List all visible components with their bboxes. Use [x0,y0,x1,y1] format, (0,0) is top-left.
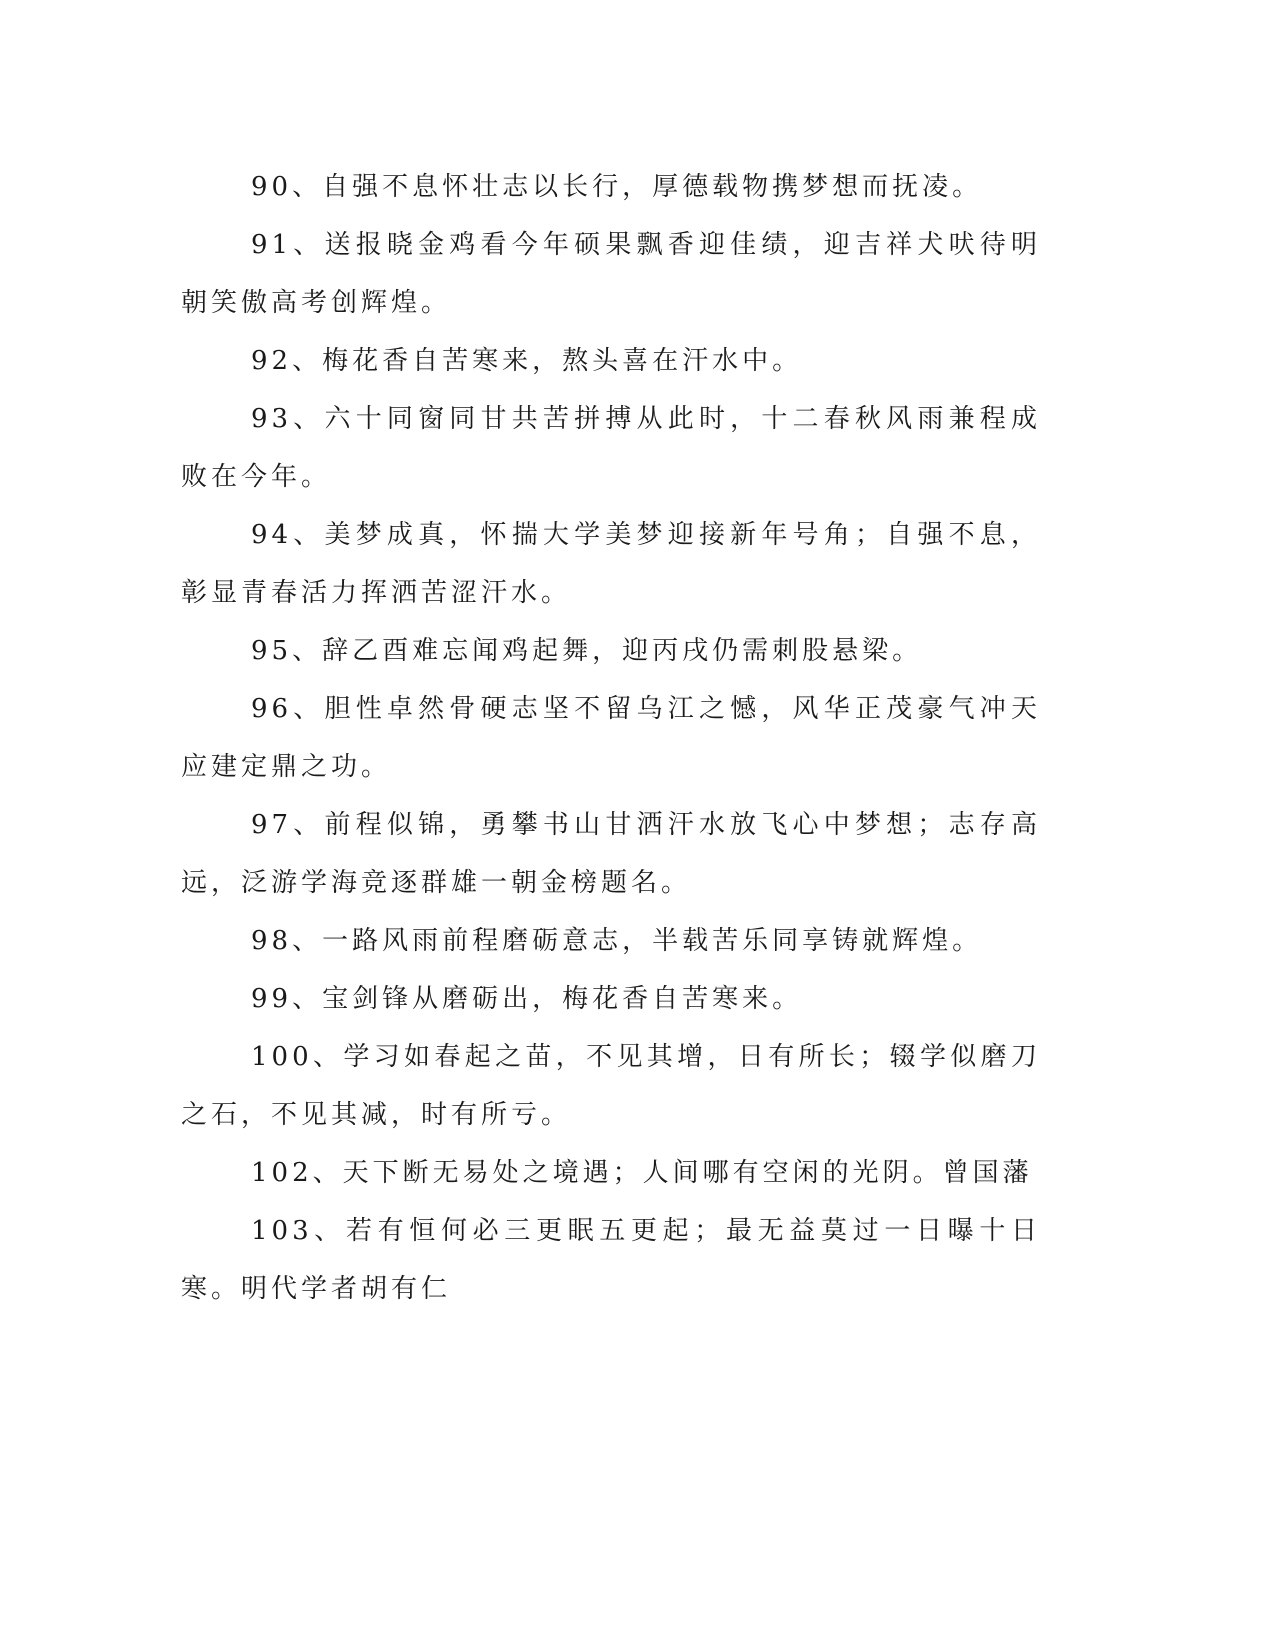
paragraph-94: 94、美梦成真，怀揣大学美梦迎接新年号角；自强不息，彰显青春活力挥洒苦涩汗水。 [181,520,1041,608]
paragraph-100: 100、学习如春起之苗，不见其增，日有所长；辍学似磨刀之石，不见其减，时有所亏。 [181,1042,1041,1130]
paragraph-91: 91、送报晓金鸡看今年硕果飘香迎佳绩，迎吉祥犬吠待明朝笑傲高考创辉煌。 [181,230,1041,318]
paragraph-98: 98、一路风雨前程磨砺意志，半载苦乐同享铸就辉煌。 [251,926,983,956]
document-body [181,158,1041,1318]
paragraph-99: 99、宝剑锋从磨砺出，梅花香自苦寒来。 [251,984,803,1014]
paragraph-103: 103、若有恒何必三更眠五更起；最无益莫过一日曝十日寒。明代学者胡有仁 [181,1216,1041,1304]
paragraph-97: 97、前程似锦，勇攀书山甘洒汗水放飞心中梦想；志存高远，泛游学海竞逐群雄一朝金榜题名。 [181,810,1041,898]
paragraph-90: 90、自强不息怀壮志以长行，厚德载物携梦想而抚凌。 [251,172,983,202]
paragraph-92: 92、梅花香自苦寒来，熬头喜在汗水中。 [251,346,803,376]
paragraph-102: 102、天下断无易处之境遇；人间哪有空闲的光阴。曾国藩 [251,1158,1033,1188]
paragraph-93: 93、六十同窗同甘共苦拼搏从此时，十二春秋风雨兼程成败在今年。 [181,404,1041,492]
paragraph-96: 96、胆性卓然骨硬志坚不留乌江之憾，风华正茂豪气冲天应建定鼎之功。 [181,694,1041,782]
paragraph-95: 95、辞乙酉难忘闻鸡起舞，迎丙戌仍需刺股悬梁。 [251,636,923,666]
